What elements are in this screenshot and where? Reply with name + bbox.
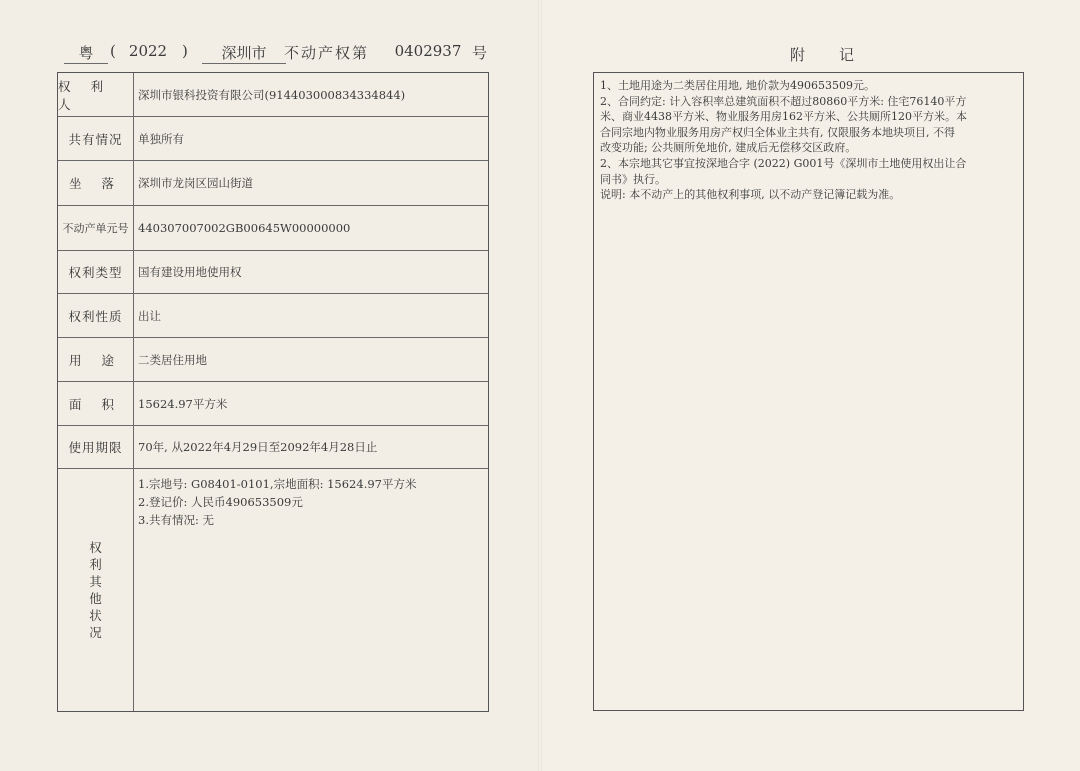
rights-table [57,72,489,712]
certificate-number: 0402937 [394,42,462,60]
table-row-other-conditions [58,469,488,711]
annex-line: 改变功能; 公共厕所免地价, 建成后无偿移交区政府。 [600,141,857,155]
annex-line: 米、商业4438平方米、物业服务用房162平方米、公共厕所120平方米。本 [600,110,967,124]
year-field: 2022 [128,42,168,60]
label-char: 状 [89,608,102,623]
row-value: 15624.97平方米 [138,396,228,411]
certificate-header [64,42,494,66]
row-value: 深圳市龙岗区园山街道 [138,176,253,190]
table-row-term [58,426,488,469]
row-label-other [58,469,134,711]
row-label: 用 途 [58,338,134,381]
other-line: 3.共有情况: 无 [138,513,215,527]
label-char: 利 [89,557,102,572]
row-label: 共有情况 [58,117,134,160]
row-label: 使用期限 [58,426,134,468]
certificate-type: 不动产权第 [284,44,370,62]
paren-open: ( [110,42,116,60]
row-value: 70年, 从2022年4月29日至2092年4月28日止 [138,440,378,454]
table-row-right-nature [58,294,488,338]
row-label: 坐 落 [58,161,134,205]
table-row-co-ownership [58,117,488,161]
other-line: 1.宗地号: G08401-0101,宗地面积: 15624.97平方米 [138,477,417,491]
row-label: 权利类型 [58,251,134,293]
label-char: 况 [89,625,102,640]
annex-line: 2、合同约定: 计入容积率总建筑面积不超过80860平方米: 住宅76140平方 [600,94,967,108]
row-label: 面 积 [58,382,134,425]
annex-line: 说明: 本不动产上的其他权利事项, 以不动产登记簿记载为准。 [600,188,901,202]
row-value: 深圳市银科投资有限公司(914403000834334844) [138,87,406,102]
certificate-suffix: 号 [472,44,488,62]
province-field: 粤 [64,42,108,64]
row-value: 440307007002GB00645W00000000 [138,221,351,235]
row-label: 权利性质 [58,294,134,337]
other-conditions-text [138,475,484,529]
table-row-location [58,161,488,206]
annex-line: 1、土地用途为二类居住用地, 地价款为490653509元。 [600,79,875,92]
row-value: 单独所有 [138,131,184,146]
label-char: 权 [89,540,102,555]
annex-line: 合同宗地内物业服务用房产权归全体业主共有, 仅限服务本地块项目, 不得 [600,125,955,139]
label-char: 其 [89,574,102,589]
city-field: 深圳市 [202,42,286,64]
other-line: 2.登记价: 人民币490653509元 [138,495,303,509]
paren-close: ) [182,42,188,60]
row-label: 不动产单元号 [58,206,134,250]
annex-text [600,78,1017,203]
table-row-usage [58,338,488,382]
table-row-area [58,382,488,426]
annex-box [593,72,1024,711]
row-value: 二类居住用地 [138,352,207,367]
annex-line: 同书》执行。 [600,172,666,186]
row-value: 出让 [138,308,161,323]
row-value: 国有建设用地使用权 [138,265,242,279]
annex-title: 附记 [790,46,889,64]
row-label: 权 利 人 [58,73,134,116]
table-row-right-type [58,251,488,294]
label-char: 他 [89,591,102,606]
annex-line: 2、本宗地其它事宜按深地合字 (2022) G001号《深圳市土地使用权出让合 [600,156,967,170]
book-spine [538,0,542,771]
table-row-unit-number [58,206,488,251]
table-row-right-holder [58,73,488,117]
